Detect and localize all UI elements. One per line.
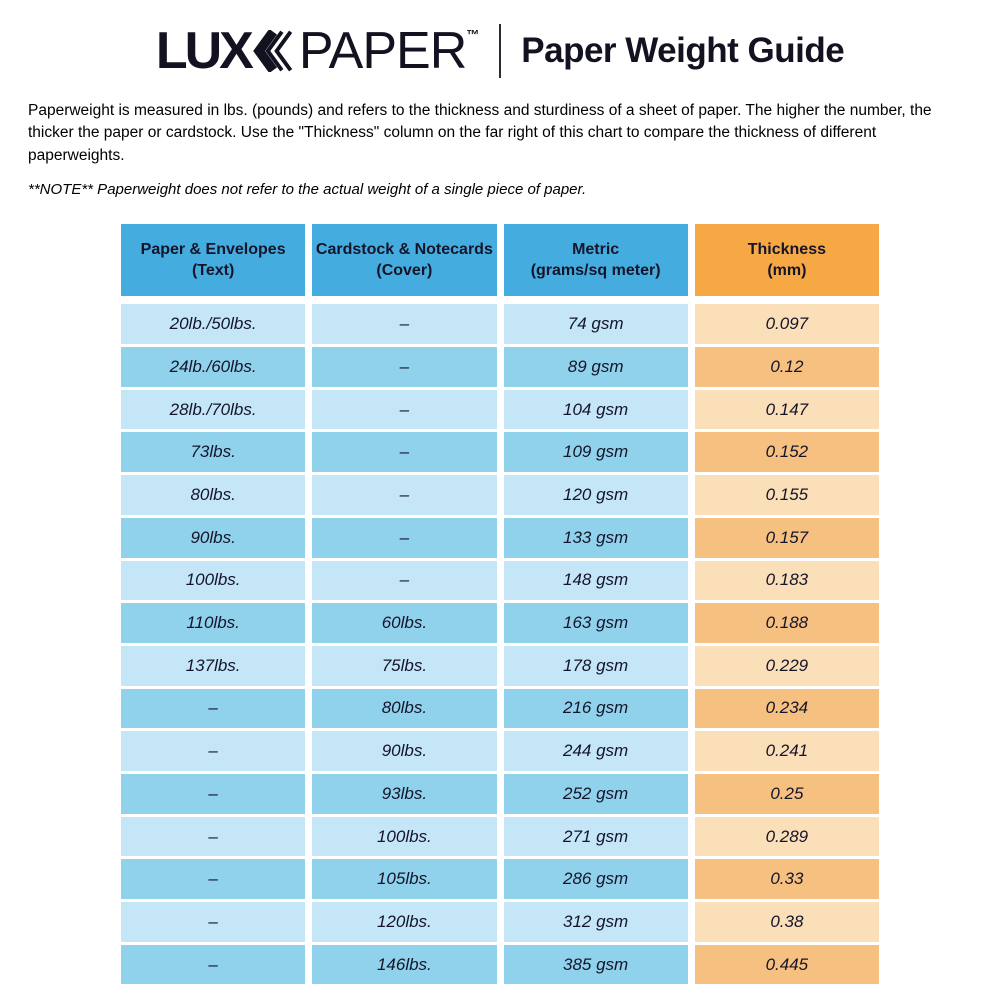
- cell-cover-weight: –: [312, 347, 496, 387]
- cell-thickness: 0.38: [695, 902, 879, 942]
- table-row: [121, 561, 879, 601]
- header-cell-paper-envelopes: [121, 224, 305, 296]
- cell-cover-weight: 100lbs.: [312, 817, 496, 857]
- cell-text-weight: 137lbs.: [121, 646, 305, 686]
- cell-cover-weight: –: [312, 475, 496, 515]
- weight-table: [121, 224, 879, 984]
- table-row: [121, 390, 879, 430]
- cell-thickness: 0.445: [695, 945, 879, 985]
- cell-metric: 148 gsm: [504, 561, 688, 601]
- cell-thickness: 0.25: [695, 774, 879, 814]
- cell-thickness: 0.12: [695, 347, 879, 387]
- header-sublabel: (mm): [767, 262, 807, 280]
- table-row: [121, 518, 879, 558]
- cell-text-weight: 100lbs.: [121, 561, 305, 601]
- cell-cover-weight: 93lbs.: [312, 774, 496, 814]
- cell-thickness: 0.097: [695, 304, 879, 344]
- cell-cover-weight: –: [312, 518, 496, 558]
- cell-metric: 74 gsm: [504, 304, 688, 344]
- cell-thickness: 0.188: [695, 603, 879, 643]
- cell-thickness: 0.289: [695, 817, 879, 857]
- cell-thickness: 0.147: [695, 390, 879, 430]
- cell-metric: 244 gsm: [504, 731, 688, 771]
- table-header-row: [121, 224, 879, 296]
- cell-thickness: 0.241: [695, 731, 879, 771]
- cell-text-weight: 28lb./70lbs.: [121, 390, 305, 430]
- trademark-symbol: ™: [466, 27, 480, 42]
- cell-metric: 286 gsm: [504, 859, 688, 899]
- cell-metric: 109 gsm: [504, 432, 688, 472]
- header-label: Cardstock & Notecards: [315, 240, 493, 258]
- table-row: [121, 689, 879, 729]
- cell-text-weight: 73lbs.: [121, 432, 305, 472]
- brand-header: [0, 0, 1000, 78]
- cell-cover-weight: 90lbs.: [312, 731, 496, 771]
- cell-thickness: 0.234: [695, 689, 879, 729]
- cell-metric: 104 gsm: [504, 390, 688, 430]
- cell-text-weight: –: [121, 859, 305, 899]
- cell-cover-weight: –: [312, 304, 496, 344]
- cell-metric: 271 gsm: [504, 817, 688, 857]
- logo-title-divider: [499, 24, 501, 78]
- cell-metric: 133 gsm: [504, 518, 688, 558]
- header-sublabel: (Cover): [376, 262, 433, 280]
- header-label: Paper & Envelopes: [140, 240, 286, 258]
- cell-metric: 120 gsm: [504, 475, 688, 515]
- table-row: [121, 304, 879, 344]
- table-row: [121, 475, 879, 515]
- header-sublabel: (grams/sq meter): [530, 262, 661, 280]
- cell-cover-weight: –: [312, 432, 496, 472]
- cell-cover-weight: –: [312, 561, 496, 601]
- table-row: [121, 347, 879, 387]
- table-row: [121, 817, 879, 857]
- cell-cover-weight: 146lbs.: [312, 945, 496, 985]
- cell-text-weight: 24lb./60lbs.: [121, 347, 305, 387]
- table-row: [121, 731, 879, 771]
- cell-text-weight: –: [121, 945, 305, 985]
- cell-text-weight: –: [121, 817, 305, 857]
- chevron-icon: [253, 30, 295, 72]
- cell-cover-weight: 120lbs.: [312, 902, 496, 942]
- cell-cover-weight: 75lbs.: [312, 646, 496, 686]
- cell-thickness: 0.155: [695, 475, 879, 515]
- table-row: [121, 603, 879, 643]
- lux-wordmark: LUX: [155, 22, 251, 80]
- note-text: **NOTE** Paperweight does not refer to the actual weight of a single piece of paper.: [28, 181, 587, 199]
- cell-metric: 178 gsm: [504, 646, 688, 686]
- cell-thickness: 0.229: [695, 646, 879, 686]
- cell-thickness: 0.152: [695, 432, 879, 472]
- table-row: [121, 902, 879, 942]
- table-row: [121, 646, 879, 686]
- cell-text-weight: –: [121, 689, 305, 729]
- cell-text-weight: 90lbs.: [121, 518, 305, 558]
- cell-cover-weight: 60lbs.: [312, 603, 496, 643]
- page-title: Paper Weight Guide: [521, 31, 845, 70]
- cell-metric: 252 gsm: [504, 774, 688, 814]
- brand-logo: [155, 22, 480, 80]
- header-cell-cardstock-notecards: [312, 224, 496, 296]
- cell-text-weight: 20lb./50lbs.: [121, 304, 305, 344]
- cell-text-weight: –: [121, 731, 305, 771]
- table-row: [121, 432, 879, 472]
- cell-text-weight: –: [121, 774, 305, 814]
- table-row: [121, 945, 879, 985]
- table-body: [121, 304, 879, 984]
- cell-text-weight: 110lbs.: [121, 603, 305, 643]
- header-sublabel: (Text): [191, 262, 235, 280]
- cell-cover-weight: 105lbs.: [312, 859, 496, 899]
- cell-text-weight: –: [121, 902, 305, 942]
- cell-text-weight: 80lbs.: [121, 475, 305, 515]
- header-label: Thickness: [747, 240, 826, 258]
- paper-wordmark: PAPER: [298, 22, 467, 80]
- cell-thickness: 0.157: [695, 518, 879, 558]
- header-label: Metric: [572, 240, 620, 258]
- cell-metric: 163 gsm: [504, 603, 688, 643]
- table-row: [121, 774, 879, 814]
- cell-metric: 385 gsm: [504, 945, 688, 985]
- intro-paragraph: Paperweight is measured in lbs. (pounds) and refers to the thickness and sturdiness of a sheet of paper. The higher the number, the thicker the paper or cardstock. Use the "Thickness" column on the far right of this chart to compare the thickness of different paperweights.: [28, 102, 932, 164]
- cell-metric: 216 gsm: [504, 689, 688, 729]
- cell-thickness: 0.33: [695, 859, 879, 899]
- cell-cover-weight: 80lbs.: [312, 689, 496, 729]
- cell-metric: 312 gsm: [504, 902, 688, 942]
- header-cell-thickness: [695, 224, 879, 296]
- cell-cover-weight: –: [312, 390, 496, 430]
- table-row: [121, 859, 879, 899]
- cell-metric: 89 gsm: [504, 347, 688, 387]
- cell-thickness: 0.183: [695, 561, 879, 601]
- header-cell-metric: [504, 224, 688, 296]
